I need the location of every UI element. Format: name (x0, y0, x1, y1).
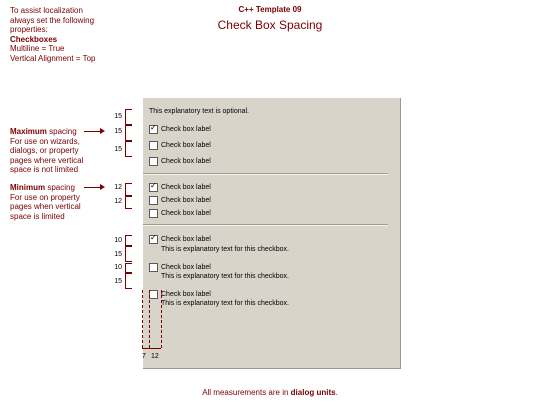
checkbox-label: Check box label (161, 197, 211, 204)
note-line: properties: (10, 25, 48, 34)
spacing-bracket (125, 235, 132, 246)
maximum-arrow-head (100, 128, 105, 134)
note-line: space is not limited (10, 165, 79, 174)
checkbox[interactable] (149, 183, 158, 192)
spacing-bracket (125, 125, 132, 141)
checkbox[interactable] (149, 290, 158, 299)
note-line: To assist localization (10, 6, 83, 15)
note-line: pages where vertical (10, 155, 84, 165)
guide-line (142, 290, 143, 348)
guide-line (149, 290, 150, 348)
checkbox-label: Check box label (161, 291, 211, 298)
measurement-label: 12 (114, 198, 122, 205)
localization-note (10, 6, 95, 63)
footer-note (0, 388, 540, 397)
spacing-bracket (125, 183, 132, 196)
maximum-label: Maximum (10, 127, 47, 136)
checkbox-label: Check box label (161, 158, 211, 165)
checkbox[interactable] (149, 263, 158, 272)
minimum-arrow-head (100, 184, 105, 190)
measurement-label: 15 (114, 146, 122, 153)
checkbox[interactable] (149, 157, 158, 166)
checkbox[interactable] (149, 141, 158, 150)
checkbox-label: Check box label (161, 142, 211, 149)
measurement-label: 7 (142, 353, 146, 360)
measurement-label: 10 (114, 237, 122, 244)
checkmark-icon: ✓ (150, 181, 157, 190)
checkbox-label: Check box label (161, 184, 211, 191)
note-line: always set the following (10, 15, 95, 25)
spacing-bracket (125, 246, 132, 262)
measurement-label: 10 (114, 264, 122, 271)
note-line: For use on property (10, 192, 80, 202)
checkbox[interactable] (149, 235, 158, 244)
explanatory-text: This is explanatory text for this checkbox. (161, 300, 289, 307)
spacing-word: spacing (45, 183, 75, 192)
separator (143, 224, 388, 226)
explanatory-text: This is explanatory text for this checkbox. (161, 246, 289, 253)
minimum-note (10, 183, 81, 221)
checkbox-label: Check box label (161, 264, 211, 271)
checkbox[interactable] (149, 209, 158, 218)
checkbox[interactable] (149, 196, 158, 205)
template-label: C++ Template 09 (238, 5, 302, 14)
note-prop: Vertical Alignment = Top (10, 53, 96, 63)
optional-text: This explanatory text is optional. (149, 108, 249, 115)
note-line: dialogs, or property (10, 146, 79, 155)
checkbox-label: Check box label (161, 210, 211, 217)
dialog-panel (143, 98, 401, 369)
spacing-bracket (125, 273, 132, 289)
footer-prefix: All measurements are in (202, 388, 291, 397)
guide-base (142, 348, 161, 349)
note-line: space is limited (10, 211, 65, 221)
note-line: For use on wizards, (10, 136, 80, 146)
minimum-arrow-line (84, 187, 101, 188)
guide-line (161, 290, 162, 348)
checkbox-label: Check box label (161, 236, 211, 243)
checkmark-icon: ✓ (150, 123, 157, 132)
measurement-label: 15 (114, 113, 122, 120)
minimum-label: Minimum (10, 183, 46, 192)
measurement-label: 15 (114, 128, 122, 135)
spacing-word: spacing (46, 127, 77, 136)
checkbox[interactable] (149, 125, 158, 134)
maximum-note (10, 127, 83, 175)
spacing-bracket (125, 109, 132, 125)
footer-units: dialog units (290, 388, 336, 397)
spacing-bracket (125, 196, 132, 209)
measurement-label: 15 (114, 251, 122, 258)
spacing-bracket (125, 263, 132, 273)
spacing-bracket (125, 141, 132, 157)
note-prop: Multiline = True (10, 44, 65, 53)
footer-suffix: . (335, 388, 338, 397)
measurement-label: 15 (114, 278, 122, 285)
checkmark-icon: ✓ (150, 233, 157, 242)
explanatory-text: This is explanatory text for this checkbox. (161, 273, 289, 280)
note-heading: Checkboxes (10, 34, 58, 44)
note-line: pages when vertical (10, 202, 81, 211)
maximum-arrow-line (84, 131, 101, 132)
measurement-label: 12 (151, 353, 159, 360)
page-title: Check Box Spacing (217, 18, 323, 32)
checkbox-label: Check box label (161, 126, 211, 133)
measurement-label: 12 (114, 184, 122, 191)
separator (143, 173, 388, 175)
